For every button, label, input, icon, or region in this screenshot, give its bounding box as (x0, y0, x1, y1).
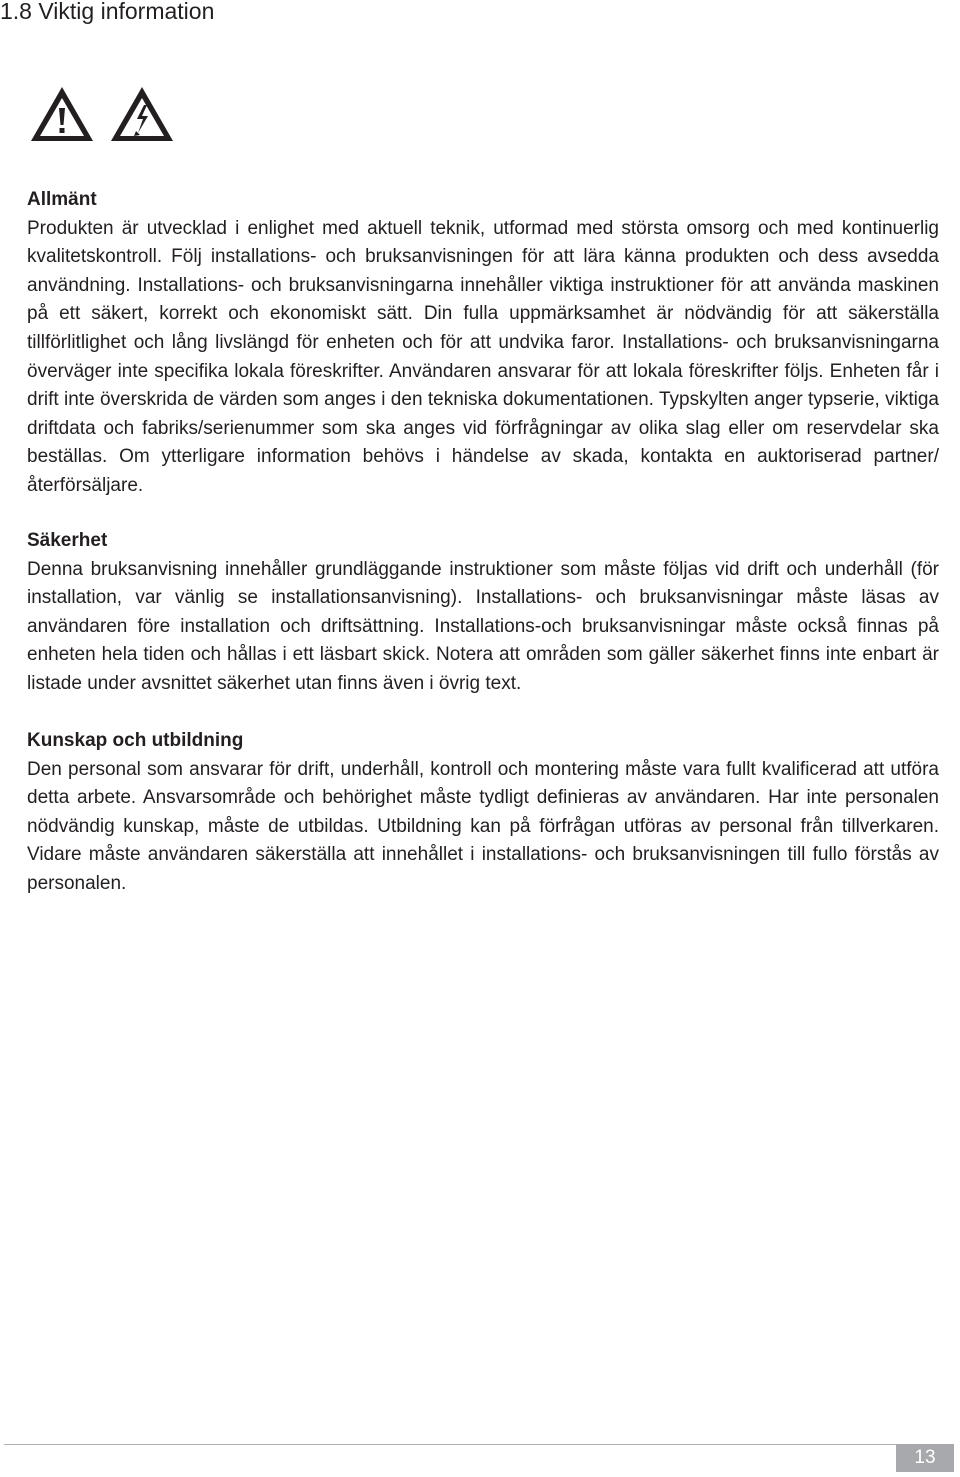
page-title: 1.8 Viktig information (0, 0, 215, 24)
section-allmant (27, 186, 939, 501)
section-body: Den personal som ansvarar för drift, underhåll, kontroll och montering måste vara fullt kvalificerad att utföra detta arbete. Ansvarsområde och behörighet måste tydligt definieras av användaren. Har inte personalen nödvändig kunskap, måste de utbildas. Utbildning kan på förfrågan utföras av personal från tillverkaren. Vidare måste användaren säkerställa att innehållet i installations- och bruksanvisningen till fullo förstås av personalen. (27, 758, 939, 894)
section-body: Denna bruksanvisning innehåller grundläggande instruktioner som måste följas vid drift och underhåll (för installation, var vänlig se installationsanvisning). Installations- och bruksanvisningar måste läsas av användaren före installation och driftsättning. Installations-och bruksanvisningar måste också finnas på enheten hela tiden och hållas i ett läsbart skick. Notera att områden som gäller säkerhet finns inte enbart är listade under avsnittet säkerhet utan finns även i övrig text. (27, 558, 939, 694)
general-warning-icon (28, 84, 96, 144)
page-number: 13 (896, 1444, 954, 1472)
section-sakerhet (27, 527, 939, 699)
warning-icons (28, 84, 176, 144)
section-heading: Säkerhet (27, 530, 108, 551)
electrical-hazard-icon (108, 84, 176, 144)
section-heading: Allmänt (27, 189, 97, 210)
section-kunskap (27, 727, 939, 899)
section-heading: Kunskap och utbildning (27, 730, 244, 751)
section-body: Produkten är utvecklad i enlighet med aktuell teknik, utformad med största omsorg och med kontinuerlig kvalitetskontroll. Följ installations- och bruksanvisningen för att lära känna produkten och dess avsedda användning. Installations- och bruksanvisningarna innehåller viktiga instruktioner för att använda maskinen på ett säkert, korrekt och ekonomiskt sätt. Din fulla uppmärksamhet är nödvändig för att säkerställa tillförlitlighet och lång livslängd för enheten och för att undvika faror. Installations- och bruksanvisningarna överväger inte specifika lokala föreskrifter. Användaren ansvarar för att lokala föreskrifter följs. Enheten får i drift inte överskrida de värden som anges i den tekniska dokumentationen. Typskylten anger typserie, viktiga driftdata och fabriks/serienummer som ska anges vid förfrågningar av olika slag eller om reservdelar ska beställas. Om ytterligare information behövs i händelse av skada, kontakta en auktoriserad partner/återförsäljare. (27, 217, 939, 496)
footer-divider (4, 1444, 954, 1445)
